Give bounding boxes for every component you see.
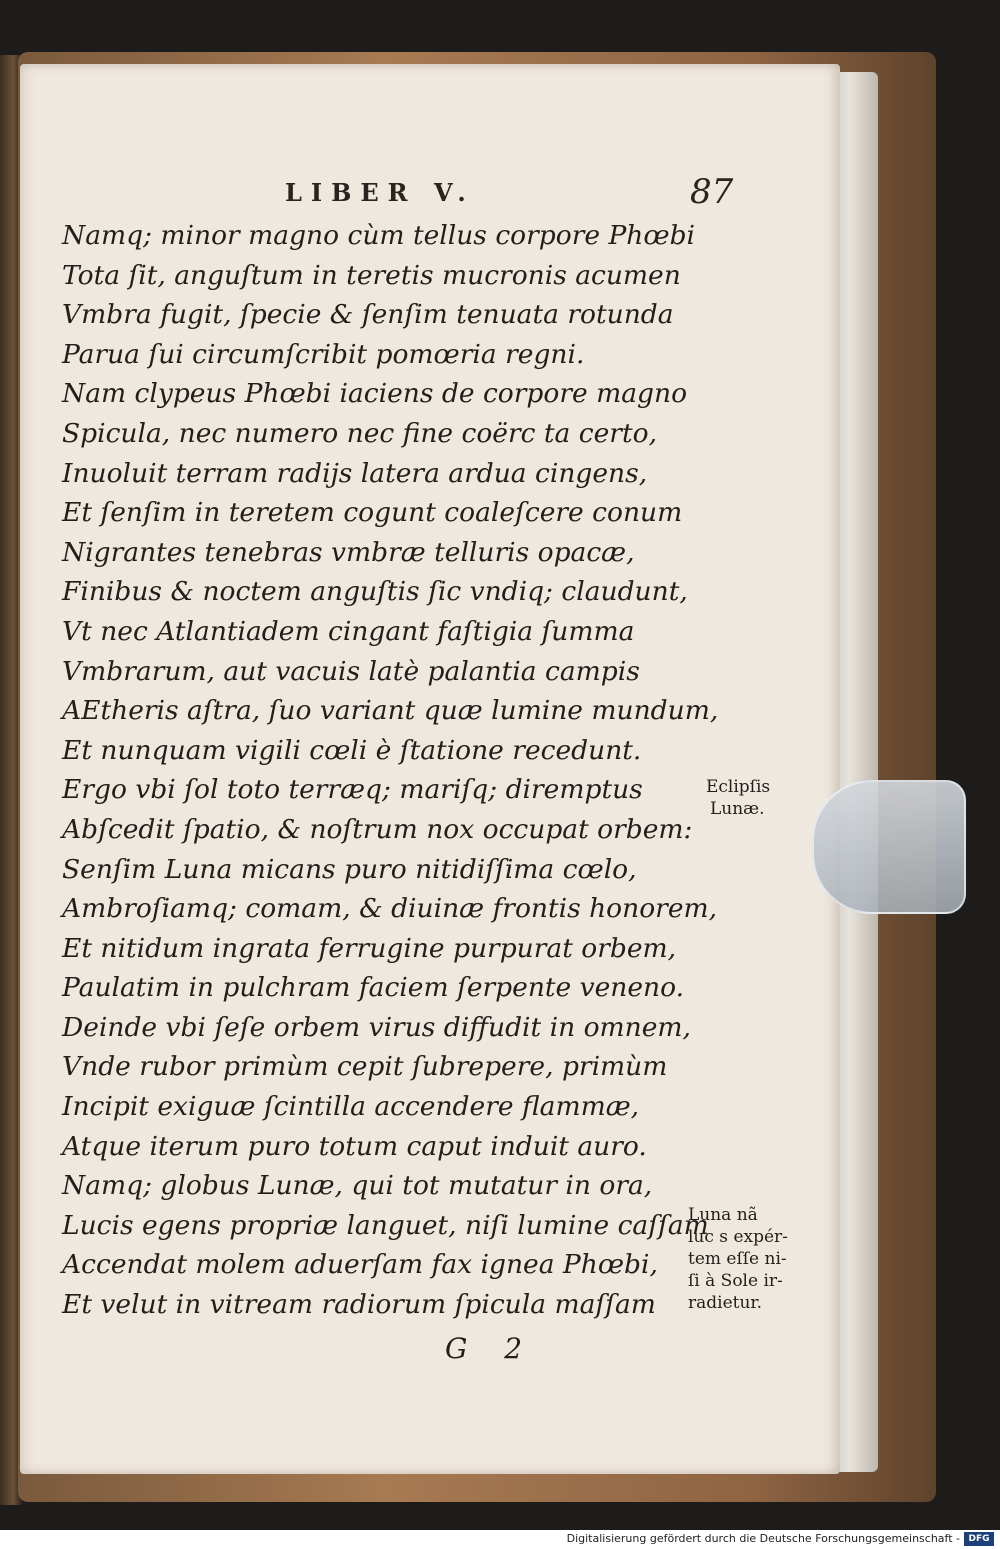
page-number: 87 [690,172,734,212]
verse-line: Lucis egens propriæ languet, niſi lumine caſſam [62,1209,709,1241]
verse-line: Namq; globus Lunæ, qui tot mutatur in ora, [62,1170,653,1202]
margin-note-line: Luna nã [688,1205,758,1225]
margin-note-line: luc s expér- [688,1227,788,1247]
verse-line: Namq; minor magno cùm tellus corpore Phœbi [62,220,696,251]
verse-line: Nigrantes tenebras vmbræ telluris opacæ, [62,536,635,568]
footer-bar [0,1530,1000,1549]
margin-note-luna [688,1204,788,1314]
margin-note-line: ſi à Sole ir- [688,1271,783,1291]
verse-line: Ergo vbi ſol toto terræq; mariſq; diremptus [62,774,643,806]
verse-line: Deinde vbi ſeſe orbem virus diffudit in omnem, [62,1011,691,1043]
signature-mark: G 2 [445,1332,537,1365]
verse-line: Atque iterum puro totum caput induit auro. [62,1130,647,1162]
verse-line: Vmbrarum, aut vacuis latè palantia campis [62,655,640,687]
verse-block [62,216,719,1325]
verse-line: Vmbra fugit, ſpecie & ſenſim tenuata rotunda [62,299,674,331]
verse-line: Finibus & noctem anguſtis ſic vndiq; claudunt, [62,576,688,608]
margin-note-line: Eclipſis [706,777,771,797]
verse-line: Vnde rubor primùm cepit ſubrepere, primùm [62,1051,668,1083]
running-head-title: LIBER V. [285,178,475,207]
verse-line: Et nunquam vigili cœli è ſtatione recedunt. [62,734,642,766]
verse-line: Nam clypeus Phœbi iaciens de corpore magno [62,378,688,410]
margin-note-eclipsis [706,776,770,820]
verse-line: Senſim Luna micans puro nitidiſſima cœlo, [62,853,637,885]
margin-note-line: Lunæ. [710,799,765,819]
verse-line: AEtheris aſtra, ſuo variant quæ lumine mundum, [62,695,719,727]
verse-line: Tota ſit, anguſtum in teretis mucronis acumen [62,259,681,291]
verse-line: Accendat molem aduerſam fax ignea Phœbi, [62,1249,658,1281]
verse-line: Vt nec Atlantiadem cingant faſtigia ſumma [62,615,635,647]
page-clip [812,780,966,914]
margin-note-line: tem eſſe ni- [688,1249,787,1269]
verse-line: Inuoluit terram radijs latera ardua cingens, [62,457,648,489]
verse-line: Et velut in vitream radiorum ſpicula maſſam [62,1289,656,1321]
footer-credit: Digitalisierung gefördert durch die Deutsche Forschungsgemeinschaft - [566,1532,960,1545]
margin-note-line: radietur. [688,1293,763,1313]
verse-line: Parua ſui circumſcribit pomœria regni. [62,338,585,370]
verse-line: Et nitidum ingrata ferrugine purpurat orbem, [62,932,677,964]
verse-line: Spicula, nec numero nec fine coërc ta certo, [62,417,657,449]
dfg-logo: DFG [964,1532,994,1546]
verse-line: Incipit exiguæ ſcintilla accendere flammæ, [62,1091,640,1123]
verse-line: Et ſenſim in teretem cogunt coaleſcere conum [62,497,683,529]
verse-line: Paulatim in pulchram faciem ſerpente veneno. [62,972,685,1004]
verse-line: Abſcedit ſpatio, & noſtrum nox occupat orbem: [62,813,693,845]
verse-line: Ambroſiamq; comam, & diuinæ frontis honorem, [62,893,718,925]
